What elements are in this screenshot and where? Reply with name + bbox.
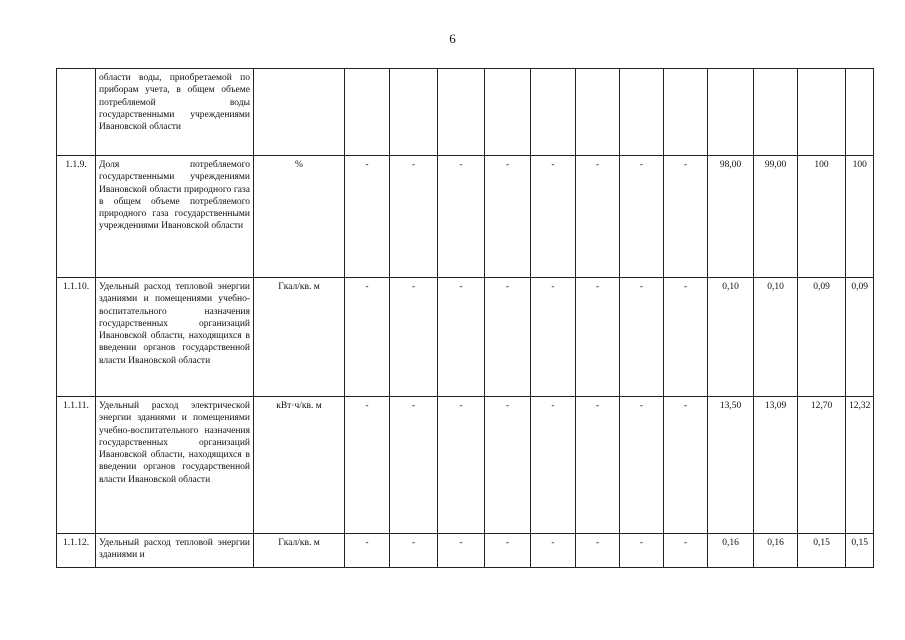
value-cell: [620, 69, 664, 156]
value-cell: 98,00: [708, 156, 754, 278]
unit-of-measure: Гкал/кв. м: [254, 534, 345, 568]
indicator-description: Удельный расход тепловой энергии зданиями и: [96, 534, 254, 568]
unit-of-measure: %: [254, 156, 345, 278]
unit-of-measure: кВт·ч/кв. м: [254, 397, 345, 534]
value-cell: -: [485, 156, 531, 278]
value-cell: 0,16: [708, 534, 754, 568]
value-cell: -: [531, 156, 576, 278]
row-number: 1.1.12.: [57, 534, 96, 568]
table-row: [57, 69, 874, 156]
value-cell: 0,15: [846, 534, 874, 568]
value-cell: -: [438, 156, 485, 278]
value-cell: -: [390, 278, 438, 397]
value-cell: 13,50: [708, 397, 754, 534]
value-cell: 13,09: [754, 397, 798, 534]
value-cell: [390, 69, 438, 156]
value-cell: -: [345, 534, 390, 568]
value-cell: -: [390, 534, 438, 568]
value-cell: -: [485, 278, 531, 397]
value-cell: 100: [798, 156, 846, 278]
table-row: [57, 534, 874, 568]
value-cell: -: [576, 278, 620, 397]
value-cell: -: [620, 278, 664, 397]
value-cell: -: [390, 397, 438, 534]
value-cell: 12,32: [846, 397, 874, 534]
value-cell: 100: [846, 156, 874, 278]
value-cell: 0,16: [754, 534, 798, 568]
value-cell: -: [664, 156, 708, 278]
value-cell: -: [438, 278, 485, 397]
value-cell: -: [531, 278, 576, 397]
value-cell: -: [345, 156, 390, 278]
row-number: [57, 69, 96, 156]
value-cell: [708, 69, 754, 156]
indicator-description: Доля потребляемого государственными учреждениями Ивановской области природного газа в общем объеме потребляемого природного газа государственными учреждениями Ивановской области: [96, 156, 254, 278]
value-cell: -: [664, 534, 708, 568]
value-cell: -: [664, 397, 708, 534]
value-cell: -: [664, 278, 708, 397]
value-cell: [438, 69, 485, 156]
unit-of-measure: [254, 69, 345, 156]
value-cell: [798, 69, 846, 156]
value-cell: -: [531, 397, 576, 534]
value-cell: 0,10: [708, 278, 754, 397]
value-cell: [485, 69, 531, 156]
value-cell: 0,15: [798, 534, 846, 568]
value-cell: [531, 69, 576, 156]
value-cell: [754, 69, 798, 156]
value-cell: 12,70: [798, 397, 846, 534]
value-cell: [345, 69, 390, 156]
value-cell: [664, 69, 708, 156]
value-cell: -: [620, 534, 664, 568]
value-cell: -: [345, 397, 390, 534]
value-cell: -: [438, 534, 485, 568]
value-cell: -: [345, 278, 390, 397]
table-row: [57, 156, 874, 278]
table-row: [57, 397, 874, 534]
page-number: 6: [449, 31, 456, 46]
value-cell: -: [531, 534, 576, 568]
row-number: 1.1.9.: [57, 156, 96, 278]
row-number: 1.1.11.: [57, 397, 96, 534]
value-cell: -: [576, 397, 620, 534]
value-cell: [846, 69, 874, 156]
value-cell: 99,00: [754, 156, 798, 278]
value-cell: -: [438, 397, 485, 534]
indicator-description: Удельный расход электрической энергии зданиями и помещениями учебно-воспитательного назначения государственных организаций Ивановской области, находящихся в введении органов государственной власти Ивановской области: [96, 397, 254, 534]
unit-of-measure: Гкал/кв. м: [254, 278, 345, 397]
value-cell: -: [485, 534, 531, 568]
row-number: 1.1.10.: [57, 278, 96, 397]
value-cell: -: [485, 397, 531, 534]
value-cell: -: [390, 156, 438, 278]
value-cell: 0,09: [846, 278, 874, 397]
value-cell: 0,10: [754, 278, 798, 397]
value-cell: [576, 69, 620, 156]
indicator-description: области воды, приобретаемой по приборам учета, в общем объеме потребляемой воды государственными учреждениями Ивановской области: [96, 69, 254, 156]
table-row: [57, 278, 874, 397]
value-cell: -: [620, 397, 664, 534]
indicator-description: Удельный расход тепловой энергии зданиями и помещениями учебно-воспитательного назначения государственных организаций Ивановской области, находящихся в введении органов государственной власти Ивановской области: [96, 278, 254, 397]
value-cell: 0,09: [798, 278, 846, 397]
indicators-table: [56, 68, 874, 568]
value-cell: -: [576, 156, 620, 278]
value-cell: -: [620, 156, 664, 278]
value-cell: -: [576, 534, 620, 568]
